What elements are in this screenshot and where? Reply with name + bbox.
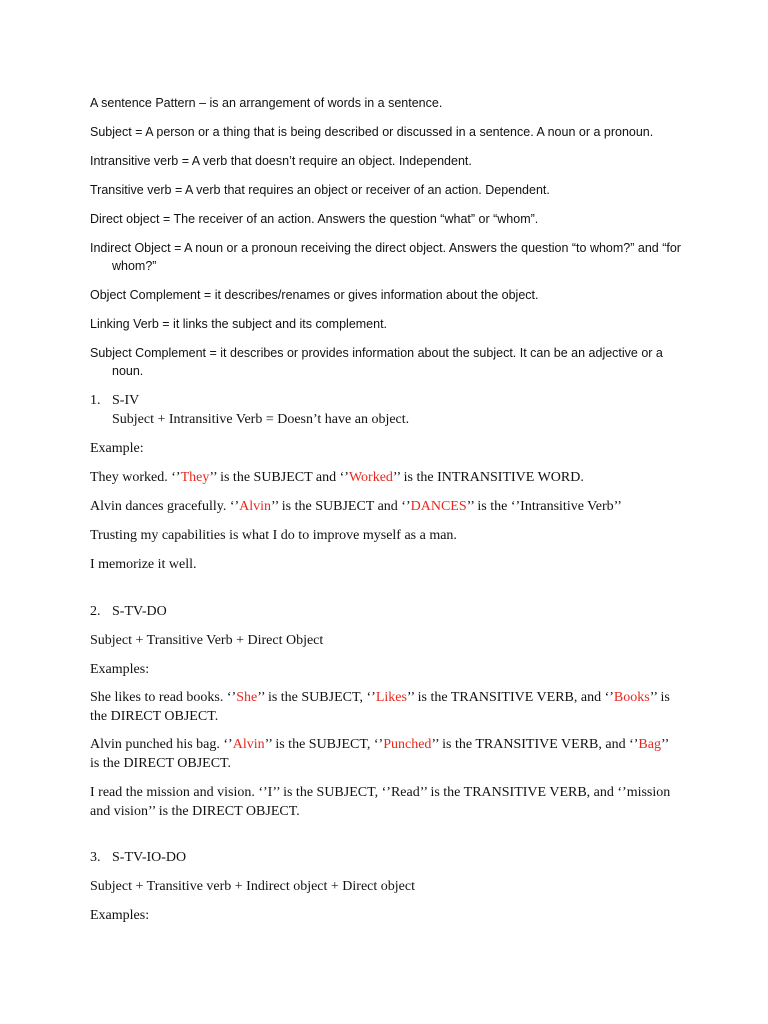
section-1-example-1 [90, 468, 584, 487]
section-1-heading [90, 391, 139, 410]
text-run: ’’ is the TRANSITIVE VERB, and ‘’ [406, 690, 614, 705]
highlighted-word: They [180, 470, 210, 485]
text-run: ’’ is the TRANSITIVE VERB, and ‘’ [431, 737, 639, 752]
section-2-title: S-TV-DO [112, 604, 167, 619]
definition-subject-complement: Subject Complement = it describes or provides information about the subject. It can be an adjective or a noun. [90, 346, 663, 378]
definition-intransitive-verb: Intransitive verb = A verb that doesn’t require an object. Independent. [90, 154, 472, 168]
section-1-formula: Subject + Intransitive Verb = Doesn’t have an object. [112, 412, 410, 427]
text-run: ’’ is the SUBJECT and ‘’ [209, 470, 349, 485]
section-3-heading [90, 848, 186, 867]
definition-object-complement: Object Complement = it describes/renames or gives information about the object. [90, 288, 539, 302]
section-1-example-4: I memorize it well. [90, 557, 197, 572]
definitions-list [90, 94, 690, 391]
definition-transitive-verb: Transitive verb = A verb that requires an object or receiver of an action. Dependent. [90, 183, 550, 197]
highlighted-word: She [236, 690, 258, 705]
text-run: Alvin punched his bag. ‘’ [90, 737, 233, 752]
text-run: ’’ is the SUBJECT and ‘’ [271, 499, 411, 514]
text-run: Alvin dances gracefully. ‘’ [90, 499, 240, 514]
section-3-title: S-TV-IO-DO [112, 850, 187, 865]
section-1-title: S-IV [112, 393, 140, 408]
highlighted-word: Alvin [232, 737, 265, 752]
definition-direct-object: Direct object = The receiver of an action. Answers the question “what” or “whom”. [90, 212, 539, 226]
text-run: ’’ is the INTRANSITIVE WORD. [392, 470, 584, 485]
definition-subject: Subject = A person or a thing that is being described or discussed in a sentence. A noun or a pronoun. [90, 125, 654, 139]
section-2-heading [90, 602, 167, 621]
section-1-example-2 [90, 497, 622, 516]
highlighted-word: Books [613, 690, 650, 705]
section-2-formula: Subject + Transitive Verb + Direct Object [90, 633, 324, 648]
definition-indirect-object: Indirect Object = A noun or a pronoun receiving the direct object. Answers the question “to whom?” and “for whom?” [90, 241, 681, 273]
section-3-formula: Subject + Transitive verb + Indirect object + Direct object [90, 879, 415, 894]
highlighted-word: Punched [383, 737, 432, 752]
highlighted-word: Likes [375, 690, 407, 705]
section-3-example-label: Examples: [90, 908, 150, 923]
text-run: ’’ is the SUBJECT, ‘’ [264, 737, 384, 752]
text-run: They worked. ‘’ [90, 470, 181, 485]
section-2-example-label: Examples: [90, 662, 150, 677]
highlighted-word: DANCES [410, 499, 467, 514]
text-run: ’’ is the ‘’Intransitive Verb’’ [466, 499, 622, 514]
section-2-example-1 [90, 688, 680, 726]
section-1-example-label: Example: [90, 441, 144, 456]
text-run: ’’ is the DIRECT OBJECT. [90, 690, 670, 724]
text-run: ’’ is the SUBJECT, ‘’ [257, 690, 376, 705]
highlighted-word: Worked [348, 470, 393, 485]
section-2-number: 2. [90, 604, 101, 619]
section-2-example-3: I read the mission and vision. ‘’I’’ is the SUBJECT, ‘’Read’’ is the TRANSITIVE VERB, and ‘’mission and vision’’ is the DIRECT OBJECT. [90, 785, 671, 819]
section-3-number: 3. [90, 850, 101, 865]
section-1-example-3: Trusting my capabilities is what I do to improve myself as a man. [90, 528, 457, 543]
section-1-number: 1. [90, 393, 101, 408]
highlighted-word: Bag [638, 737, 661, 752]
text-run: ’’ is the DIRECT OBJECT. [90, 737, 669, 771]
definition-sentence-pattern: A sentence Pattern – is an arrangement of words in a sentence. [90, 96, 443, 110]
definition-linking-verb: Linking Verb = it links the subject and its complement. [90, 317, 388, 331]
section-2-example-2 [90, 735, 680, 773]
text-run: She likes to read books. ‘’ [90, 690, 237, 705]
highlighted-word: Alvin [239, 499, 272, 514]
